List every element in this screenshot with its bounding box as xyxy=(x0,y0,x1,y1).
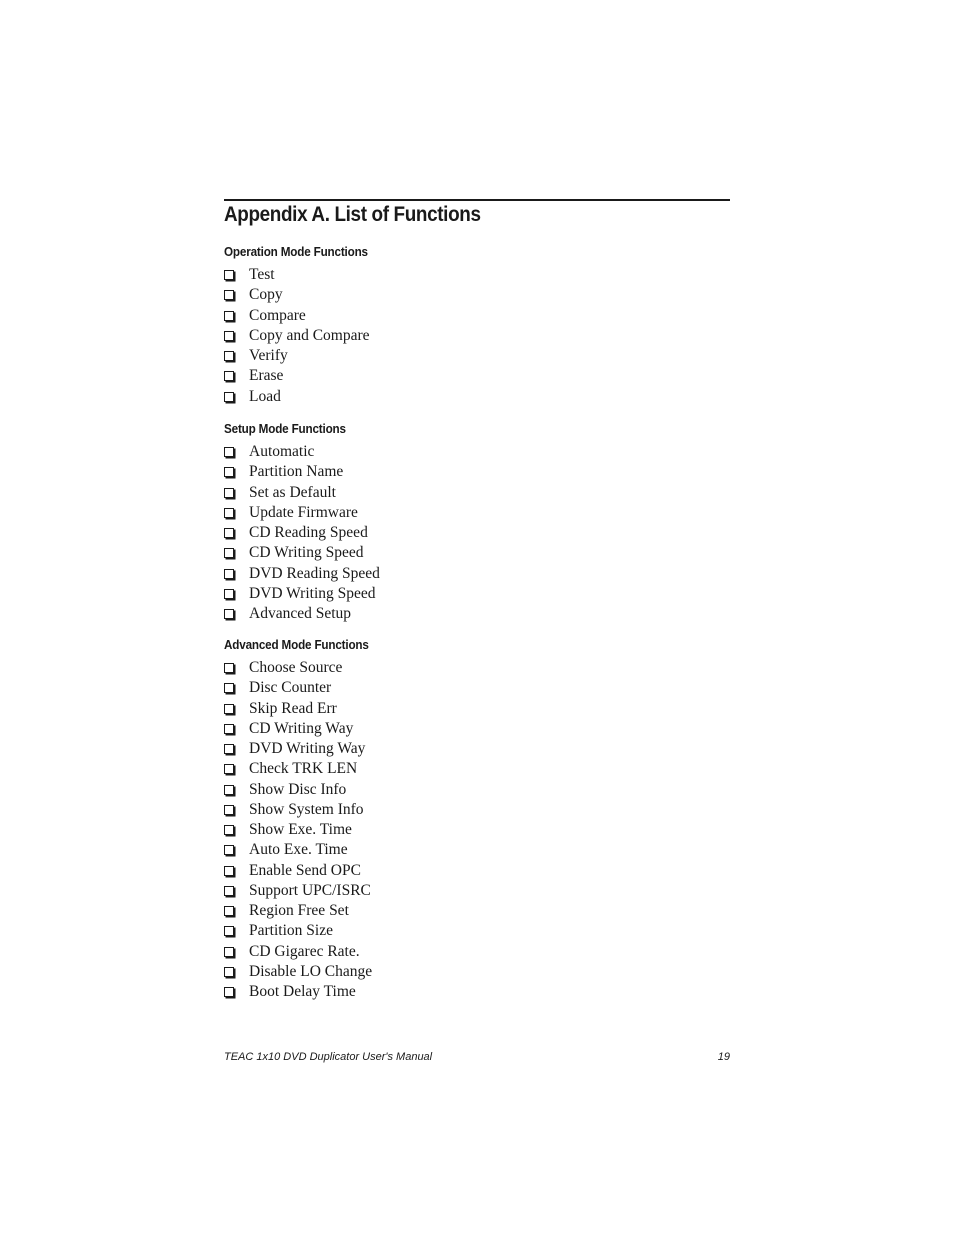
checkbox-icon xyxy=(224,589,234,599)
checkbox-icon xyxy=(224,926,234,936)
list-item-label: Disable LO Change xyxy=(249,962,373,980)
list-item xyxy=(224,861,385,881)
list-item xyxy=(224,462,380,482)
checkbox-icon xyxy=(224,947,234,957)
section-heading: Setup Mode Functions xyxy=(224,421,346,436)
checkbox-icon xyxy=(224,663,234,673)
list-item xyxy=(224,982,385,1002)
list-item xyxy=(224,564,380,584)
checkbox-icon xyxy=(224,805,234,815)
checkbox-icon xyxy=(224,351,234,361)
list-item-label: Disc Counter xyxy=(249,679,332,697)
list-item-label: Skip Read Err xyxy=(249,699,337,717)
list-item-label: Verify xyxy=(249,347,288,364)
checkbox-icon xyxy=(224,683,234,693)
list-item-label: Update Firmware xyxy=(249,503,358,521)
checkbox-icon xyxy=(224,609,234,619)
list-item-label: Load xyxy=(249,387,281,405)
checkbox-icon xyxy=(224,488,234,498)
list-item-label: Show Exe. Time xyxy=(249,821,352,838)
footer-manual-title: TEAC 1x10 DVD Duplicator User's Manual xyxy=(224,1051,433,1063)
list-item-label: CD Reading Speed xyxy=(249,524,368,541)
checkbox-icon xyxy=(224,845,234,855)
list-item xyxy=(224,543,380,563)
list-item xyxy=(224,678,385,698)
checkbox-icon xyxy=(224,392,234,402)
checkbox-icon xyxy=(224,467,234,477)
list-item-label: Show Disc Info xyxy=(249,780,347,798)
function-list xyxy=(224,658,385,1002)
list-item xyxy=(224,306,384,326)
list-item-label: Advanced Setup xyxy=(249,605,352,622)
list-item-label: Copy and Compare xyxy=(249,326,370,344)
section-heading: Operation Mode Functions xyxy=(224,244,368,259)
list-item xyxy=(224,442,380,462)
checkbox-icon xyxy=(224,508,234,518)
list-item-label: DVD Writing Speed xyxy=(249,584,376,602)
list-item-label: Enable Send OPC xyxy=(249,861,361,879)
page-footer xyxy=(224,1049,730,1065)
list-item xyxy=(224,901,385,921)
checkbox-icon xyxy=(224,764,234,774)
checkbox-icon xyxy=(224,987,234,997)
list-item xyxy=(224,285,384,305)
function-list xyxy=(224,265,384,407)
list-item xyxy=(224,962,385,982)
list-item-label: Support UPC/ISRC xyxy=(249,881,371,899)
list-item-label: Test xyxy=(249,266,275,283)
list-item xyxy=(224,719,385,739)
checkbox-icon xyxy=(224,825,234,835)
list-item xyxy=(224,881,385,901)
list-item xyxy=(224,658,385,678)
list-item-label: DVD Reading Speed xyxy=(249,564,380,582)
list-item xyxy=(224,780,385,800)
section-heading: Advanced Mode Functions xyxy=(224,637,369,652)
checkbox-icon xyxy=(224,785,234,795)
list-item xyxy=(224,699,385,719)
list-item xyxy=(224,942,385,962)
list-item-label: Compare xyxy=(249,306,306,324)
list-item xyxy=(224,840,385,860)
checkbox-icon xyxy=(224,371,234,381)
list-item xyxy=(224,604,380,624)
list-item-label: Partition Size xyxy=(249,922,333,940)
list-item xyxy=(224,387,384,407)
list-item xyxy=(224,265,384,285)
list-item-label: Auto Exe. Time xyxy=(249,841,348,859)
page-title: Appendix A. List of Functions xyxy=(224,203,481,226)
checkbox-icon xyxy=(224,704,234,714)
checkbox-icon xyxy=(224,967,234,977)
list-item-label: Automatic xyxy=(249,443,315,460)
list-item-label: Region Free Set xyxy=(249,902,349,919)
list-item xyxy=(224,584,380,604)
list-item-label: Set as Default xyxy=(249,483,336,501)
checkbox-icon xyxy=(224,331,234,341)
list-item xyxy=(224,346,384,366)
checkbox-icon xyxy=(224,548,234,558)
list-item-label: CD Gigarec Rate. xyxy=(249,942,360,960)
list-item xyxy=(224,921,385,941)
checkbox-icon xyxy=(224,906,234,916)
list-item xyxy=(224,366,384,386)
list-item-label: DVD Writing Way xyxy=(249,740,366,757)
function-list xyxy=(224,442,380,624)
advanced-mode-section xyxy=(224,636,385,1002)
list-item xyxy=(224,503,380,523)
list-item-label: Partition Name xyxy=(249,463,344,481)
list-item xyxy=(224,739,385,759)
checkbox-icon xyxy=(224,744,234,754)
list-item-label: Choose Source xyxy=(249,659,343,676)
list-item xyxy=(224,483,380,503)
footer-page-number: 19 xyxy=(717,1051,730,1063)
list-item-label: Show System Info xyxy=(249,800,364,818)
checkbox-icon xyxy=(224,886,234,896)
checkbox-icon xyxy=(224,447,234,457)
checkbox-icon xyxy=(224,270,234,280)
list-item-label: Check TRK LEN xyxy=(249,760,358,778)
list-item xyxy=(224,759,385,779)
checkbox-icon xyxy=(224,528,234,538)
list-item-label: CD Writing Way xyxy=(249,719,354,737)
list-item-label: Copy xyxy=(249,286,283,304)
operation-mode-section xyxy=(224,243,384,407)
list-item-label: CD Writing Speed xyxy=(249,544,364,562)
list-item xyxy=(224,523,380,543)
list-item-label: Boot Delay Time xyxy=(249,983,356,1000)
checkbox-icon xyxy=(224,311,234,321)
checkbox-icon xyxy=(224,724,234,734)
setup-mode-section xyxy=(224,420,380,624)
checkbox-icon xyxy=(224,290,234,300)
list-item xyxy=(224,326,384,346)
checkbox-icon xyxy=(224,569,234,579)
list-item-label: Erase xyxy=(249,367,284,385)
list-item xyxy=(224,820,385,840)
checkbox-icon xyxy=(224,866,234,876)
list-item xyxy=(224,800,385,820)
